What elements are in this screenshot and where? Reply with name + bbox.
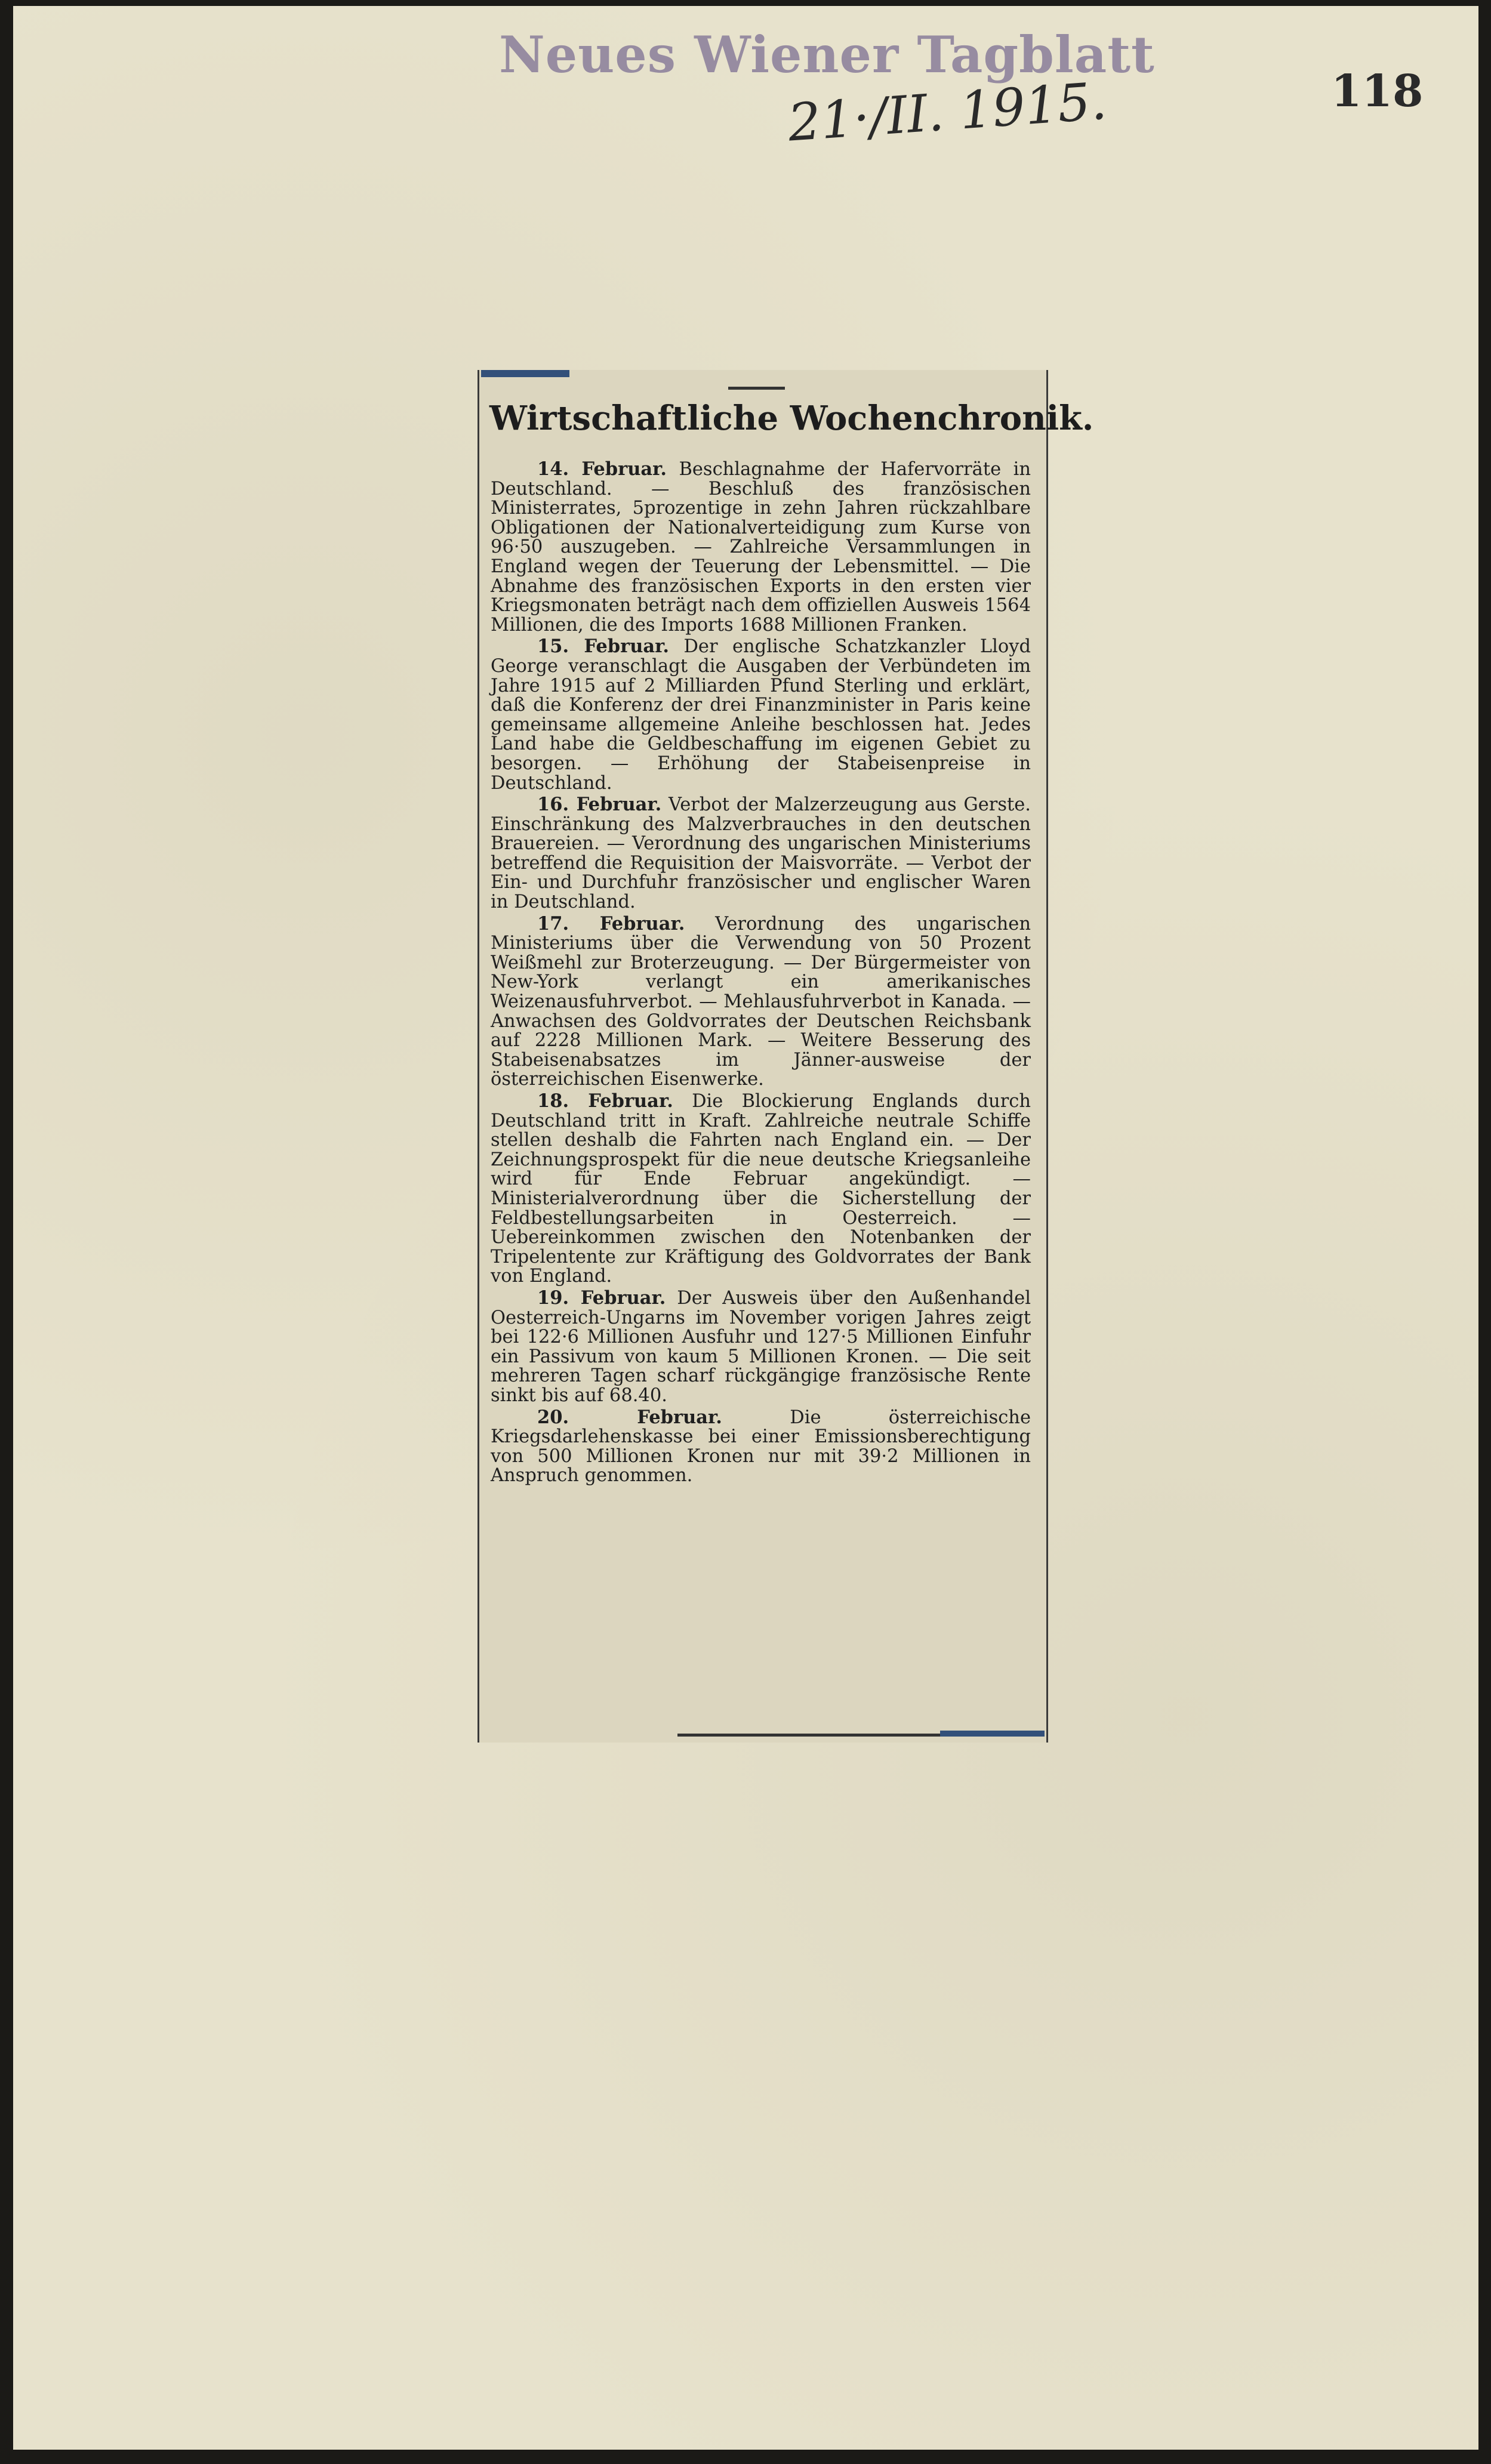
article-entry: [491, 1288, 1031, 1406]
handwritten-date: 21·/II. 1915.: [786, 71, 1109, 153]
entry-text: Verbot der Malzerzeugung aus Gerste. Einschränkung des Malzverbrauches in den deutschen Brauereien. — Verordnung des ungarischen Ministeriums betreffend die Requisition der Maisvorräte. — Verbot der Ein- und Durchfuhr französischer und englischer Waren in Deutschland.: [491, 794, 1031, 913]
article-headline: Wirtschaftliche Wochenchronik.: [489, 399, 1094, 438]
entry-text: Die Blockierung Englands durch Deutschland tritt in Kraft. Zahlreiche neutrale Schiffe stellen deshalb die Fahrten nach England ein. — Der Zeichnungsprospekt für die neue deutsche Kriegsanleihe wird für Ende Februar angekündigt. — Ministerialverordnung über die Sicherstellung der Feldbestellungsarbeiten in Oesterreich. — Uebereinkommen zwischen den Notenbanken der Tripelentente zur Kräftigung des Goldvorrates der Bank von England.: [491, 1091, 1031, 1287]
entry-date: 18. Februar.: [537, 1090, 673, 1112]
entry-date: 16. Februar.: [537, 794, 662, 816]
article-entry: [491, 637, 1031, 793]
article-body: [491, 460, 1031, 1488]
clipping-bottom-mark: [940, 1731, 1045, 1737]
entry-date: 19. Februar.: [537, 1287, 666, 1309]
entry-date: 20. Februar.: [537, 1406, 722, 1428]
page-number: 118: [1331, 66, 1424, 117]
entry-text: Die österreichische Kriegsdarlehenskasse bei einer Emissionsberechtigung von 500 Millionen Kronen nur mit 39·2 Millionen in Anspruch genommen.: [491, 1407, 1031, 1487]
article-entry: [491, 914, 1031, 1090]
entry-text: Verordnung des ungarischen Ministeriums über die Verwendung von 50 Prozent Weißmehl zur Broterzeugung. — Der Bürgermeister von New-York verlangt ein amerikanisches Weizenausfuhrverbot. — Mehlausfuhrverbot in Kanada. — Anwachsen des Goldvorrates der Deutschen Reichsbank auf 2228 Millionen Mark. — Weitere Besserung des Stabeisenabsatzes im Jänner-ausweise der österreichischen Eisenwerke.: [491, 913, 1031, 1090]
entry-text: Der Ausweis über den Außenhandel Oesterreich-Ungarns im November vorigen Jahres zeigt bei 122·6 Millionen Ausfuhr und 127·5 Millionen Einfuhr ein Passivum von kaum 5 Millionen Kronen. — Die seit mehreren Tagen scharf rückgängige französische Rente sinkt bis auf 68.40.: [491, 1287, 1031, 1406]
clipping-top-mark: [481, 370, 569, 377]
article-entry: [491, 1091, 1031, 1287]
clipping-bottom-rule: [677, 1734, 940, 1737]
article-entry: [491, 1408, 1031, 1486]
entry-date: 14. Februar.: [537, 458, 667, 480]
article-entry: [491, 460, 1031, 635]
clipping-top-rule: [728, 387, 785, 390]
entry-date: 17. Februar.: [537, 912, 685, 935]
entry-text: Beschlagnahme der Hafervorräte in Deutschland. — Beschluß des französischen Ministerrates, 5prozentige in zehn Jahren rückzahlbare Obligationen der Nationalverteidigung zum Kurse von 96·50 auszugeben. — Zahlreiche Versammlungen in England wegen der Teuerung der Lebensmittel. — Die Abnahme des französischen Exports in den ersten vier Kriegsmonaten beträgt nach dem offiziellen Ausweis 1564 Millionen, die des Imports 1688 Millionen Franken.: [491, 459, 1031, 636]
entry-date: 15. Februar.: [537, 636, 670, 658]
article-entry: [491, 795, 1031, 912]
entry-text: Der englische Schatzkanzler Lloyd George veranschlagt die Ausgaben der Verbündeten im Jahre 1915 auf 2 Milliarden Pfund Sterling und erklärt, daß die Konferenz der drei Finanzminister in Paris keine gemeinsame allgemeine Anleihe beschlossen hat. Jedes Land habe die Geldbeschaffung im eigenen Gebiet zu besorgen. — Erhöhung der Stabeisenpreise in Deutschland.: [491, 636, 1031, 794]
newspaper-stamp: Neues Wiener Tagblatt: [499, 25, 1155, 84]
